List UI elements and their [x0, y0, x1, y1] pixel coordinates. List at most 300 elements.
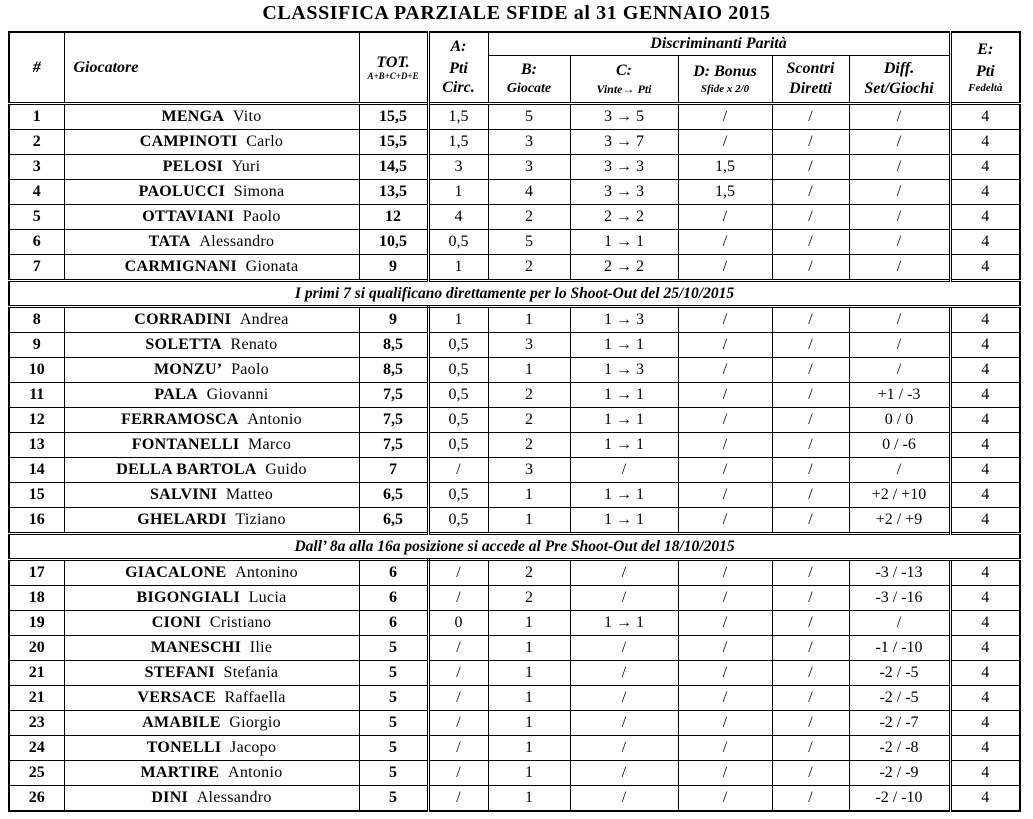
- header-a-line2: Pti: [449, 60, 468, 77]
- cell-player: [64, 408, 359, 433]
- cell-c-vinte-pti: 3 → 3: [570, 180, 678, 205]
- player-surname: MONZU’: [153, 361, 223, 378]
- player-surname: GHELARDI: [137, 511, 227, 528]
- cell-e-fedelta: 4: [950, 636, 1020, 661]
- cell-diff-set-giochi: 0 / 0: [849, 408, 950, 433]
- cell-d-bonus: /: [678, 408, 772, 433]
- cell-c-vinte-pti: /: [570, 761, 678, 786]
- cell-scontri-diretti: /: [772, 786, 849, 812]
- cell-scontri-diretti: /: [772, 130, 849, 155]
- header-e-line2: Pti: [975, 62, 995, 80]
- cell-b-giocate: 2: [488, 408, 570, 433]
- table-row: [9, 255, 1020, 281]
- cell-tot: 15,5: [359, 130, 428, 155]
- cell-a-pti-circ: 0,5: [428, 230, 488, 255]
- cell-a-pti-circ: 0: [428, 611, 488, 636]
- cell-diff-set-giochi: +1 / -3: [849, 383, 950, 408]
- cell-scontri-diretti: /: [772, 205, 849, 230]
- player-surname: GIACALONE: [125, 564, 227, 581]
- cell-player: [64, 736, 359, 761]
- cell-b-giocate: 1: [488, 786, 570, 812]
- cell-e-fedelta: 4: [950, 255, 1020, 281]
- player-surname: TONELLI: [146, 739, 222, 756]
- table-row: [9, 560, 1020, 586]
- cell-tot: 5: [359, 786, 428, 812]
- cell-c-vinte-pti: 1 → 1: [570, 230, 678, 255]
- cell-e-fedelta: 4: [950, 333, 1020, 358]
- cell-e-fedelta: 4: [950, 560, 1020, 586]
- cell-b-giocate: 2: [488, 255, 570, 281]
- player-surname: CIONI: [151, 614, 202, 631]
- header-c-line2: Vinte→ Pti: [596, 82, 652, 96]
- cell-e-fedelta: 4: [950, 155, 1020, 180]
- cell-a-pti-circ: 0,5: [428, 433, 488, 458]
- cell-e-fedelta: 4: [950, 711, 1020, 736]
- cell-diff-set-giochi: +2 / +10: [849, 483, 950, 508]
- cell-e-fedelta: 4: [950, 586, 1020, 611]
- header-a-line1: A:: [450, 38, 467, 55]
- cell-a-pti-circ: /: [428, 560, 488, 586]
- cell-a-pti-circ: 3: [428, 155, 488, 180]
- cell-rank: 25: [9, 761, 64, 786]
- cell-c-vinte-pti: 1 → 1: [570, 483, 678, 508]
- cell-rank: 2: [9, 130, 64, 155]
- table-row: [9, 786, 1020, 812]
- cell-scontri-diretti: /: [772, 333, 849, 358]
- cell-rank: 20: [9, 636, 64, 661]
- cell-player: [64, 560, 359, 586]
- cell-d-bonus: /: [678, 255, 772, 281]
- cell-tot: 6,5: [359, 483, 428, 508]
- cell-rank: 21: [9, 661, 64, 686]
- cell-c-vinte-pti: 1 → 3: [570, 358, 678, 383]
- cell-tot: 5: [359, 661, 428, 686]
- cell-a-pti-circ: /: [428, 586, 488, 611]
- cell-diff-set-giochi: /: [849, 130, 950, 155]
- cell-rank: 13: [9, 433, 64, 458]
- player-firstname: Guido: [265, 461, 307, 478]
- header-a: [428, 32, 488, 104]
- table-row: [9, 205, 1020, 230]
- cell-c-vinte-pti: 2 → 2: [570, 205, 678, 230]
- cell-c-vinte-pti: /: [570, 586, 678, 611]
- cell-scontri-diretti: /: [772, 104, 849, 130]
- cell-d-bonus: /: [678, 230, 772, 255]
- cell-scontri-diretti: /: [772, 383, 849, 408]
- player-firstname: Giorgio: [229, 714, 281, 731]
- cell-player: [64, 433, 359, 458]
- cell-b-giocate: 1: [488, 686, 570, 711]
- cell-b-giocate: 1: [488, 711, 570, 736]
- cell-a-pti-circ: /: [428, 661, 488, 686]
- table-row: [9, 483, 1020, 508]
- header-e: [950, 32, 1020, 104]
- cell-b-giocate: 2: [488, 433, 570, 458]
- cell-a-pti-circ: /: [428, 458, 488, 483]
- player-firstname: Simona: [233, 183, 285, 200]
- cell-tot: 12: [359, 205, 428, 230]
- player-surname: OTTAVIANI: [142, 208, 235, 225]
- player-surname: MANESCHI: [150, 639, 242, 656]
- cell-tot: 5: [359, 636, 428, 661]
- cell-scontri-diretti: /: [772, 458, 849, 483]
- cell-d-bonus: /: [678, 104, 772, 130]
- cell-diff-set-giochi: /: [849, 307, 950, 333]
- table-row: [9, 433, 1020, 458]
- cell-b-giocate: 3: [488, 155, 570, 180]
- qualification-note-text: I primi 7 si qualificano direttamente per lo Shoot-Out del 25/10/2015: [9, 281, 1020, 307]
- cell-tot: 7,5: [359, 383, 428, 408]
- player-firstname: Carlo: [246, 133, 284, 150]
- player-firstname: Paolo: [231, 361, 270, 378]
- cell-c-vinte-pti: 3 → 7: [570, 130, 678, 155]
- table-row: [9, 586, 1020, 611]
- cell-c-vinte-pti: 3 → 5: [570, 104, 678, 130]
- cell-diff-set-giochi: 0 / -6: [849, 433, 950, 458]
- cell-b-giocate: 1: [488, 307, 570, 333]
- cell-scontri-diretti: /: [772, 686, 849, 711]
- cell-c-vinte-pti: /: [570, 711, 678, 736]
- table-row: [9, 408, 1020, 433]
- player-surname: DINI: [151, 789, 189, 806]
- cell-e-fedelta: 4: [950, 483, 1020, 508]
- cell-c-vinte-pti: 1 → 1: [570, 408, 678, 433]
- cell-diff-set-giochi: +2 / +9: [849, 508, 950, 534]
- cell-scontri-diretti: /: [772, 433, 849, 458]
- cell-e-fedelta: 4: [950, 408, 1020, 433]
- cell-scontri-diretti: /: [772, 736, 849, 761]
- cell-c-vinte-pti: /: [570, 736, 678, 761]
- cell-e-fedelta: 4: [950, 761, 1020, 786]
- player-surname: TATA: [148, 233, 191, 250]
- cell-rank: 26: [9, 786, 64, 812]
- cell-d-bonus: 1,5: [678, 155, 772, 180]
- player-firstname: Jacopo: [230, 739, 277, 756]
- cell-d-bonus: /: [678, 636, 772, 661]
- table-row: [9, 711, 1020, 736]
- player-firstname: Ilie: [249, 639, 273, 656]
- cell-c-vinte-pti: 2 → 2: [570, 255, 678, 281]
- cell-player: [64, 104, 359, 130]
- cell-d-bonus: /: [678, 383, 772, 408]
- cell-rank: 1: [9, 104, 64, 130]
- header-rank: #: [9, 32, 64, 104]
- cell-diff-set-giochi: -1 / -10: [849, 636, 950, 661]
- cell-d-bonus: /: [678, 458, 772, 483]
- cell-a-pti-circ: /: [428, 786, 488, 812]
- table-row: [9, 661, 1020, 686]
- cell-d-bonus: /: [678, 586, 772, 611]
- cell-c-vinte-pti: 1 → 1: [570, 333, 678, 358]
- cell-b-giocate: 1: [488, 508, 570, 534]
- player-surname: CORRADINI: [134, 311, 232, 328]
- player-firstname: Raffaella: [224, 689, 286, 706]
- cell-scontri-diretti: /: [772, 586, 849, 611]
- cell-a-pti-circ: 1,5: [428, 130, 488, 155]
- player-surname: PELOSI: [162, 158, 224, 175]
- header-d: [678, 56, 772, 104]
- cell-e-fedelta: 4: [950, 508, 1020, 534]
- cell-rank: 3: [9, 155, 64, 180]
- cell-player: [64, 255, 359, 281]
- cell-scontri-diretti: /: [772, 611, 849, 636]
- cell-d-bonus: /: [678, 433, 772, 458]
- cell-a-pti-circ: 1: [428, 255, 488, 281]
- cell-d-bonus: /: [678, 686, 772, 711]
- header-b-line2: Giocate: [506, 81, 552, 96]
- cell-scontri-diretti: /: [772, 636, 849, 661]
- cell-d-bonus: /: [678, 205, 772, 230]
- header-tot: [359, 32, 428, 104]
- cell-b-giocate: 1: [488, 358, 570, 383]
- cell-tot: 9: [359, 307, 428, 333]
- player-firstname: Lucia: [248, 589, 287, 606]
- cell-a-pti-circ: /: [428, 761, 488, 786]
- cell-a-pti-circ: 1,5: [428, 104, 488, 130]
- pre-shootout-note: [9, 534, 1020, 560]
- player-surname: MENGA: [161, 108, 225, 125]
- cell-d-bonus: /: [678, 711, 772, 736]
- table-header: [9, 32, 1020, 104]
- cell-d-bonus: /: [678, 508, 772, 534]
- cell-d-bonus: /: [678, 661, 772, 686]
- cell-player: [64, 205, 359, 230]
- player-surname: CARMIGNANI: [124, 258, 237, 275]
- cell-rank: 16: [9, 508, 64, 534]
- cell-a-pti-circ: 0,5: [428, 483, 488, 508]
- cell-rank: 19: [9, 611, 64, 636]
- standings-table: [8, 31, 1021, 812]
- cell-d-bonus: /: [678, 307, 772, 333]
- cell-player: [64, 458, 359, 483]
- cell-diff-set-giochi: -2 / -10: [849, 786, 950, 812]
- cell-d-bonus: 1,5: [678, 180, 772, 205]
- cell-tot: 6: [359, 611, 428, 636]
- cell-rank: 17: [9, 560, 64, 586]
- header-tot-label: TOT.: [376, 53, 410, 71]
- cell-e-fedelta: 4: [950, 661, 1020, 686]
- cell-a-pti-circ: /: [428, 736, 488, 761]
- cell-e-fedelta: 4: [950, 686, 1020, 711]
- cell-rank: 7: [9, 255, 64, 281]
- cell-diff-set-giochi: /: [849, 205, 950, 230]
- cell-player: [64, 155, 359, 180]
- cell-diff-set-giochi: -2 / -5: [849, 686, 950, 711]
- cell-e-fedelta: 4: [950, 205, 1020, 230]
- player-firstname: Antonino: [235, 564, 298, 581]
- cell-player: [64, 636, 359, 661]
- cell-scontri-diretti: /: [772, 255, 849, 281]
- player-firstname: Yuri: [231, 158, 261, 175]
- cell-rank: 6: [9, 230, 64, 255]
- table-row: [9, 307, 1020, 333]
- table-row: [9, 358, 1020, 383]
- player-firstname: Matteo: [225, 486, 274, 503]
- cell-scontri-diretti: /: [772, 180, 849, 205]
- table-row: [9, 180, 1020, 205]
- cell-c-vinte-pti: 1 → 3: [570, 307, 678, 333]
- table-row: [9, 686, 1020, 711]
- cell-tot: 6,5: [359, 508, 428, 534]
- cell-c-vinte-pti: 1 → 1: [570, 611, 678, 636]
- player-surname: VERSACE: [137, 689, 216, 706]
- cell-player: [64, 686, 359, 711]
- cell-rank: 24: [9, 736, 64, 761]
- player-firstname: Antonio: [247, 411, 302, 428]
- cell-c-vinte-pti: 3 → 3: [570, 155, 678, 180]
- header-b-line1: B:: [521, 61, 537, 78]
- cell-d-bonus: /: [678, 333, 772, 358]
- header-scontri-line1: Scontri: [786, 60, 835, 77]
- pre-shootout-note-text: Dall’ 8a alla 16a posizione si accede al Pre Shoot-Out del 18/10/2015: [9, 534, 1020, 560]
- cell-d-bonus: /: [678, 786, 772, 812]
- cell-a-pti-circ: 0,5: [428, 358, 488, 383]
- player-firstname: Giovanni: [206, 386, 269, 403]
- cell-scontri-diretti: /: [772, 560, 849, 586]
- cell-a-pti-circ: 1: [428, 180, 488, 205]
- cell-b-giocate: 1: [488, 483, 570, 508]
- cell-d-bonus: /: [678, 358, 772, 383]
- cell-tot: 7: [359, 458, 428, 483]
- player-surname: FONTANELLI: [131, 436, 240, 453]
- player-surname: PAOLUCCI: [138, 183, 226, 200]
- cell-c-vinte-pti: 1 → 1: [570, 433, 678, 458]
- player-firstname: Alessandro: [196, 789, 272, 806]
- cell-e-fedelta: 4: [950, 433, 1020, 458]
- cell-b-giocate: 2: [488, 560, 570, 586]
- cell-diff-set-giochi: /: [849, 358, 950, 383]
- cell-tot: 7,5: [359, 433, 428, 458]
- cell-b-giocate: 5: [488, 230, 570, 255]
- cell-tot: 5: [359, 686, 428, 711]
- cell-d-bonus: /: [678, 130, 772, 155]
- cell-e-fedelta: 4: [950, 458, 1020, 483]
- cell-tot: 6: [359, 586, 428, 611]
- cell-tot: 10,5: [359, 230, 428, 255]
- cell-e-fedelta: 4: [950, 611, 1020, 636]
- player-firstname: Gionata: [245, 258, 299, 275]
- cell-player: [64, 307, 359, 333]
- header-diff-line2: Set/Giochi: [864, 80, 934, 97]
- player-firstname: Vito: [232, 108, 262, 125]
- cell-rank: 5: [9, 205, 64, 230]
- header-c-line1: C:: [616, 62, 632, 79]
- cell-rank: 10: [9, 358, 64, 383]
- player-surname: SALVINI: [149, 486, 218, 503]
- cell-b-giocate: 3: [488, 333, 570, 358]
- table-row: [9, 761, 1020, 786]
- cell-scontri-diretti: /: [772, 408, 849, 433]
- cell-e-fedelta: 4: [950, 358, 1020, 383]
- table-row: [9, 636, 1020, 661]
- cell-diff-set-giochi: -3 / -16: [849, 586, 950, 611]
- cell-b-giocate: 1: [488, 636, 570, 661]
- cell-player: [64, 230, 359, 255]
- table-row: [9, 130, 1020, 155]
- table-row: [9, 611, 1020, 636]
- cell-rank: 8: [9, 307, 64, 333]
- cell-e-fedelta: 4: [950, 736, 1020, 761]
- cell-diff-set-giochi: /: [849, 230, 950, 255]
- cell-player: [64, 586, 359, 611]
- cell-rank: 9: [9, 333, 64, 358]
- cell-player: [64, 661, 359, 686]
- cell-diff-set-giochi: -2 / -5: [849, 661, 950, 686]
- cell-player: [64, 711, 359, 736]
- cell-scontri-diretti: /: [772, 483, 849, 508]
- cell-diff-set-giochi: /: [849, 333, 950, 358]
- player-surname: DELLA BARTOLA: [116, 461, 257, 478]
- player-surname: BIGONGIALI: [136, 589, 240, 606]
- cell-b-giocate: 1: [488, 761, 570, 786]
- cell-e-fedelta: 4: [950, 130, 1020, 155]
- cell-tot: 5: [359, 736, 428, 761]
- cell-d-bonus: /: [678, 736, 772, 761]
- cell-rank: 11: [9, 383, 64, 408]
- cell-c-vinte-pti: /: [570, 686, 678, 711]
- cell-player: [64, 611, 359, 636]
- player-firstname: Tiziano: [235, 511, 286, 528]
- player-surname: CAMPINOTI: [139, 133, 238, 150]
- page-title: CLASSIFICA PARZIALE SFIDE al 31 GENNAIO 2015: [262, 2, 771, 24]
- cell-a-pti-circ: 0,5: [428, 408, 488, 433]
- cell-d-bonus: /: [678, 761, 772, 786]
- cell-a-pti-circ: /: [428, 711, 488, 736]
- cell-scontri-diretti: /: [772, 155, 849, 180]
- player-firstname: Alessandro: [199, 233, 275, 250]
- cell-b-giocate: 1: [488, 611, 570, 636]
- cell-c-vinte-pti: /: [570, 661, 678, 686]
- cell-b-giocate: 3: [488, 458, 570, 483]
- table-row: [9, 333, 1020, 358]
- cell-rank: 21: [9, 686, 64, 711]
- player-firstname: Cristiano: [209, 614, 272, 631]
- cell-tot: 8,5: [359, 358, 428, 383]
- cell-e-fedelta: 4: [950, 786, 1020, 812]
- table-row: [9, 736, 1020, 761]
- cell-tot: 13,5: [359, 180, 428, 205]
- cell-player: [64, 761, 359, 786]
- cell-e-fedelta: 4: [950, 383, 1020, 408]
- cell-player: [64, 383, 359, 408]
- cell-tot: 5: [359, 761, 428, 786]
- header-tot-sub: A+B+C+D+E: [367, 70, 419, 81]
- cell-tot: 6: [359, 560, 428, 586]
- table-body: [9, 104, 1020, 812]
- player-firstname: Stefania: [223, 664, 279, 681]
- cell-tot: 8,5: [359, 333, 428, 358]
- cell-scontri-diretti: /: [772, 307, 849, 333]
- table-row: [9, 458, 1020, 483]
- cell-player: [64, 333, 359, 358]
- cell-a-pti-circ: 0,5: [428, 508, 488, 534]
- player-surname: STEFANI: [144, 664, 215, 681]
- header-group-discriminanti: Discriminanti Parità: [488, 32, 950, 56]
- header-b: [488, 56, 570, 104]
- cell-diff-set-giochi: /: [849, 458, 950, 483]
- cell-diff-set-giochi: /: [849, 611, 950, 636]
- player-surname: MARTIRE: [140, 764, 220, 781]
- cell-c-vinte-pti: /: [570, 786, 678, 812]
- cell-diff-set-giochi: -2 / -8: [849, 736, 950, 761]
- cell-b-giocate: 1: [488, 736, 570, 761]
- cell-diff-set-giochi: /: [849, 104, 950, 130]
- cell-rank: 4: [9, 180, 64, 205]
- cell-b-giocate: 2: [488, 586, 570, 611]
- player-surname: SOLETTA: [145, 336, 222, 353]
- cell-a-pti-circ: /: [428, 686, 488, 711]
- cell-c-vinte-pti: 1 → 1: [570, 383, 678, 408]
